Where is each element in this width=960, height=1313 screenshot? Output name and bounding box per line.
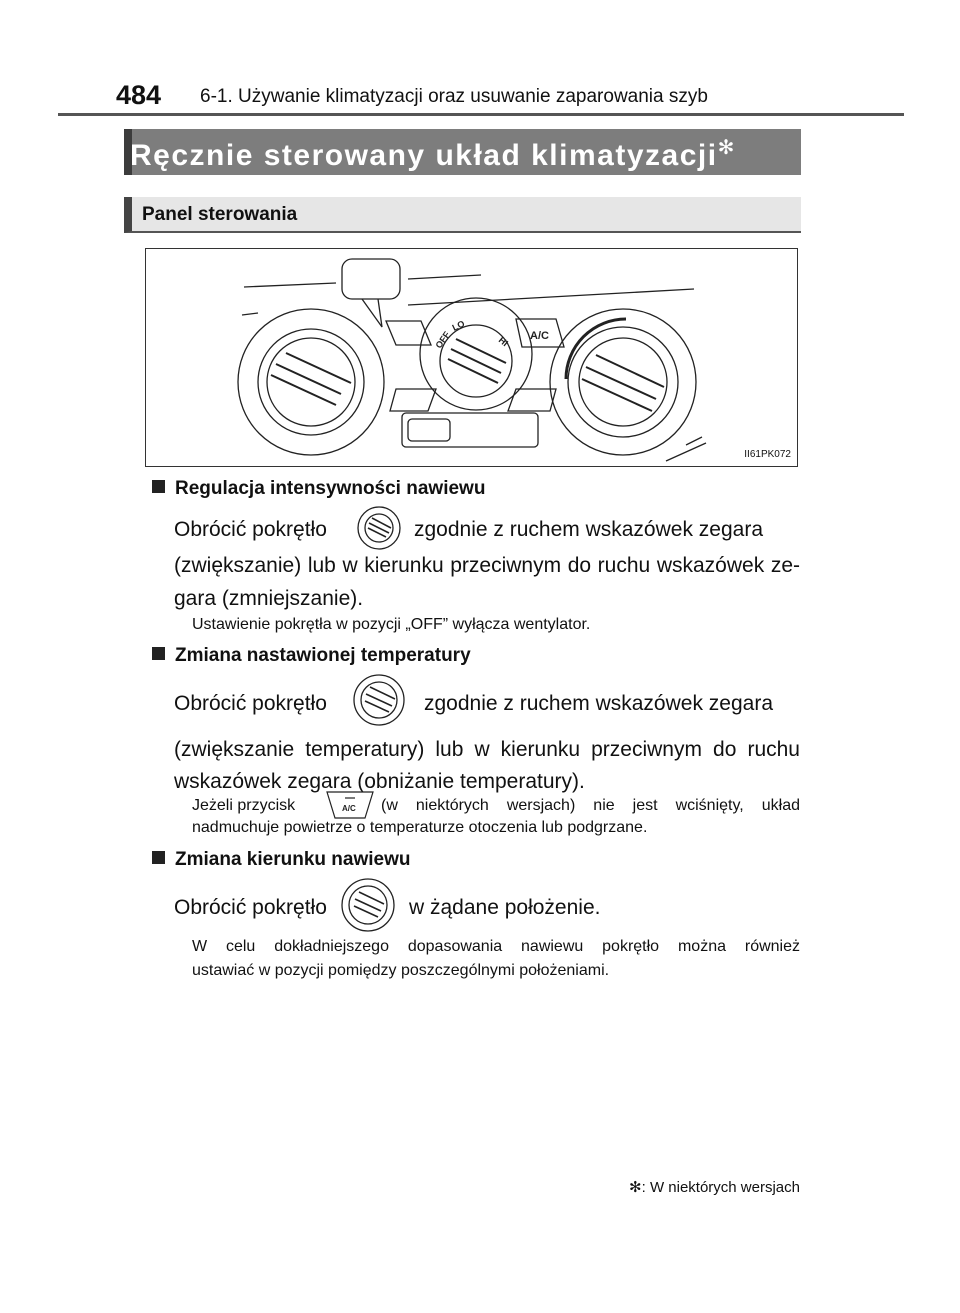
header-rule bbox=[58, 113, 904, 116]
page-number: 484 bbox=[116, 80, 162, 110]
footnote bbox=[629, 1178, 800, 1196]
fan-off-label: OFF bbox=[433, 329, 452, 351]
temp-note-1a: Jeżeli przycisk bbox=[192, 797, 296, 814]
ac-icon-label: A/C bbox=[342, 804, 356, 813]
temp-note-2: nadmuchuje powietrze o temperaturze otoczenia lub podgrzane. bbox=[192, 819, 648, 836]
fan-heading-text: Regulacja intensywności nawiewu bbox=[175, 478, 486, 499]
fan-text-2: (zwiększanie) lub w kierunku przeciwnym do ruchu wskazówek ze- bbox=[174, 554, 800, 577]
bullet-square-icon bbox=[152, 647, 165, 660]
fan-knob-icon bbox=[354, 505, 404, 551]
section-title bbox=[130, 135, 736, 173]
bullet-square-icon bbox=[152, 480, 165, 493]
temp-text-2: (zwiększanie temperatury) lub w kierunku przeciwnym do ruchu bbox=[174, 738, 800, 761]
mode-heading-text: Zmiana kierunku nawiewu bbox=[175, 849, 411, 870]
mode-note-2: ustawiać w pozycji pomiędzy poszczególnymi położeniami. bbox=[192, 962, 610, 979]
fan-lo-label: LO bbox=[450, 318, 467, 333]
control-panel-drawing bbox=[146, 249, 796, 465]
subsection-title: Panel sterowania bbox=[142, 204, 298, 225]
fan-hi-label: HI bbox=[496, 334, 511, 349]
mode-text-1a: Obrócić pokrętło bbox=[174, 896, 327, 919]
bullet-square-icon bbox=[152, 851, 165, 864]
control-panel-illustration bbox=[145, 248, 798, 467]
temp-text-1b: zgodnie z ruchem wskazówek zegara bbox=[424, 692, 774, 715]
fan-text-1b: zgodnie z ruchem wskazówek zegara bbox=[414, 518, 764, 541]
footnote-text: : W niektórych wersjach bbox=[641, 1179, 800, 1196]
fan-text-1a: Obrócić pokrętło bbox=[174, 518, 327, 541]
temp-text-1a: Obrócić pokrętło bbox=[174, 692, 327, 715]
chapter-title: 6-1. Używanie klimatyzacji oraz usuwanie zaparowania szyb bbox=[200, 86, 708, 107]
fan-text-3: gara (zmniejszanie). bbox=[174, 587, 364, 610]
section-title-text: Ręcznie sterowany układ klimatyzacji bbox=[130, 139, 718, 172]
mode-knob-icon bbox=[338, 876, 398, 934]
mode-note-1: W celu dokładniejszego dopasowania nawiewu pokrętło można również bbox=[192, 938, 800, 955]
temp-note-1b: (w niektórych wersjach) nie jest wciśnięty, układ bbox=[381, 797, 800, 814]
ac-button-label: A/C bbox=[530, 330, 549, 342]
figure-code: II61PK072 bbox=[744, 449, 791, 460]
fan-note: Ustawienie pokrętła w pozycji „OFF” wyłącza wentylator. bbox=[192, 616, 591, 633]
temp-heading-text: Zmiana nastawionej temperatury bbox=[175, 645, 471, 666]
fan-heading bbox=[152, 478, 485, 500]
mode-heading bbox=[152, 849, 410, 871]
footnote-marker: ✻ bbox=[717, 137, 736, 159]
temp-knob-icon bbox=[350, 672, 408, 728]
temp-heading bbox=[152, 645, 471, 667]
footnote-star: ✻ bbox=[629, 1179, 642, 1196]
mode-text-1b: w żądane położenie. bbox=[409, 896, 601, 919]
temp-text-3: wskazówek zegara (obniżanie temperatury). bbox=[174, 770, 585, 793]
